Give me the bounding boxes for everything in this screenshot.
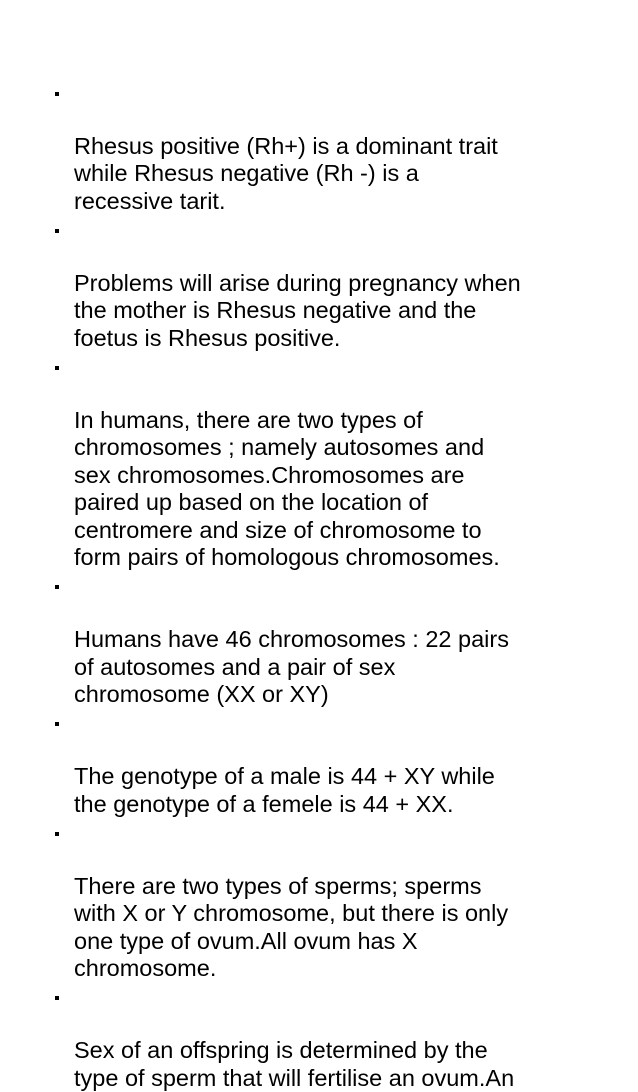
bullet-text: There are two types of sperms; sperms with X or Y chromosome, but there is only one type of ovum.All ovum has X chromosome. [74, 872, 509, 981]
bullet-text: Problems will arise during pregnancy when the mother is Rhesus negative and the foetus is Rhesus positive. [74, 269, 521, 351]
bullet-item-rhesus-trait [52, 78, 612, 215]
bullet-text: In humans, there are two types of chromosomes ; namely autosomes and sex chromosomes.Chromosomes are paired up based on the location of centromere and size of chromosome to form pairs of homologous chromosomes. [74, 406, 500, 570]
bullet-dot-icon [55, 996, 59, 1000]
bullet-dot-icon [55, 585, 59, 589]
bullet-dot-icon [55, 366, 59, 370]
bullet-text: Sex of an offspring is determined by the type of sperm that will fertilise an ovum.An [74, 1037, 515, 1091]
bullet-list [52, 78, 612, 1092]
bullet-text: Rhesus positive (Rh+) is a dominant trait while Rhesus negative (Rh -) is a recessive tarit. [74, 132, 498, 214]
bullet-dot-icon [55, 92, 59, 96]
bullet-text: Humans have 46 chromosomes : 22 pairs of autosomes and a pair of sex chromosome (XX or XY) [74, 626, 509, 707]
bullet-item-chromosome-types [52, 352, 612, 571]
bullet-item-chromosome-count [52, 571, 612, 708]
bullet-dot-icon [55, 832, 59, 836]
bullet-item-genotype [52, 708, 612, 818]
bullet-item-offspring-sex [52, 982, 612, 1092]
bullet-dot-icon [55, 722, 59, 726]
bullet-dot-icon [55, 229, 59, 233]
bullet-text: The genotype of a male is 44 + XY while the genotype of a femele is 44 + XX. [74, 763, 495, 817]
bullet-item-sperm-types [52, 818, 612, 982]
bullet-item-pregnancy-problems [52, 215, 612, 352]
